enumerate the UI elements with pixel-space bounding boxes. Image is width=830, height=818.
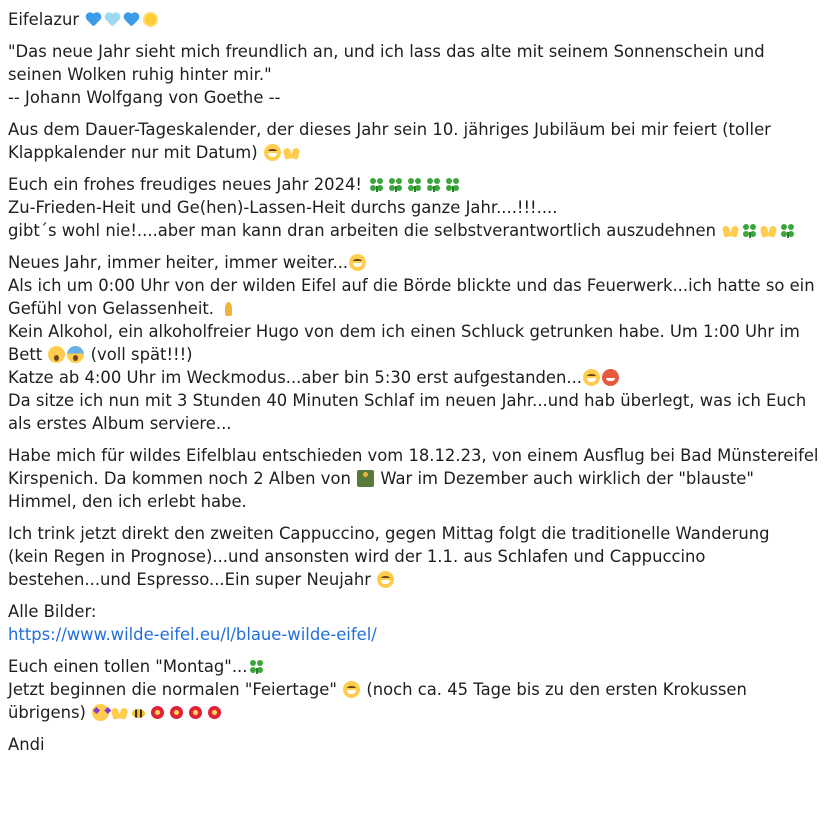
smiling-devil-icon bbox=[602, 369, 619, 386]
grinning-face-icon bbox=[264, 144, 281, 161]
text-line bbox=[8, 701, 820, 724]
four-leaf-clover-icon bbox=[248, 658, 265, 675]
text-line bbox=[8, 545, 820, 568]
text-segment: Alle Bilder: bbox=[8, 602, 97, 621]
text-segment: "Das neue Jahr sieht mich freundlich an, und ich lass das alte mit seinem Sonnenschein und bbox=[8, 42, 765, 61]
text-line bbox=[8, 467, 820, 490]
post-paragraph bbox=[8, 251, 820, 435]
text-line bbox=[8, 63, 820, 86]
four-leaf-clover-icon bbox=[741, 222, 758, 239]
post-paragraph bbox=[8, 600, 820, 646]
post-paragraph bbox=[8, 8, 820, 31]
text-segment: seinen Wolken ruhig hinter mir." bbox=[8, 65, 272, 84]
blue-heart-icon bbox=[85, 11, 102, 28]
flushed-face-icon bbox=[48, 346, 65, 363]
text-segment: -- Johann Wolfgang von Goethe -- bbox=[8, 88, 281, 107]
text-segment: Katze ab 4:00 Uhr im Weckmodus...aber bin 5:30 erst aufgestanden... bbox=[8, 368, 583, 387]
post-paragraph bbox=[8, 173, 820, 242]
text-line bbox=[8, 297, 820, 320]
text-segment: (noch ca. 45 Tage bis zu den ersten Krokussen bbox=[361, 680, 747, 699]
grinning-face-icon bbox=[583, 369, 600, 386]
text-line bbox=[8, 444, 820, 467]
text-segment: Eifelazur bbox=[8, 10, 85, 29]
text-line bbox=[8, 196, 820, 219]
text-line bbox=[8, 490, 820, 513]
hiker-icon bbox=[357, 470, 374, 487]
text-segment: Jetzt beginnen die normalen "Feiertage" bbox=[8, 680, 343, 699]
text-line bbox=[8, 219, 820, 242]
text-segment: (voll spät!!!) bbox=[85, 345, 193, 364]
text-segment: Andi bbox=[8, 735, 45, 754]
text-segment: (kein Regen in Prognose)...und ansonsten wird der 1.1. aus Schlafen und Cappuccino bbox=[8, 547, 706, 566]
star-struck-face-icon bbox=[92, 704, 109, 721]
text-line bbox=[8, 343, 820, 366]
text-segment: Ich trink jetzt direkt den zweiten Cappuccino, gegen Mittag folgt die traditionelle Wanderung bbox=[8, 524, 770, 543]
post-paragraph bbox=[8, 444, 820, 513]
post-paragraph bbox=[8, 40, 820, 109]
text-segment: Aus dem Dauer-Tageskalender, der dieses Jahr sein 10. jähriges Jubiläum bei mir feiert (toller bbox=[8, 120, 771, 139]
text-segment: als erstes Album serviere... bbox=[8, 414, 232, 433]
four-leaf-clover-icon bbox=[444, 176, 461, 193]
light-blue-heart-icon bbox=[104, 11, 121, 28]
text-line bbox=[8, 141, 820, 164]
text-segment: Neues Jahr, immer heiter, immer weiter... bbox=[8, 253, 349, 272]
hibiscus-icon bbox=[149, 704, 166, 721]
text-segment: Kirspenich. Da kommen noch 2 Alben von bbox=[8, 469, 357, 488]
text-segment: Habe mich für wildes Eifelblau entschieden vom 18.12.23, von einem Ausflug bei Bad Münstereifel bbox=[8, 446, 819, 465]
four-leaf-clover-icon bbox=[368, 176, 385, 193]
text-segment: Euch ein frohes freudiges neues Jahr 2024! bbox=[8, 175, 368, 194]
text-segment: Bett bbox=[8, 345, 48, 364]
album-link[interactable]: https://www.wilde-eifel.eu/l/blaue-wilde-eifel/ bbox=[8, 625, 377, 644]
screaming-face-icon bbox=[67, 346, 84, 363]
text-line bbox=[8, 274, 820, 297]
text-segment: Kein Alkohol, ein alkoholfreier Hugo von dem ich einen Schluck getrunken habe. Um 1:00 Uhr im bbox=[8, 322, 800, 341]
text-line bbox=[8, 40, 820, 63]
text-line bbox=[8, 86, 820, 109]
raising-hands-icon bbox=[760, 222, 777, 239]
hibiscus-icon bbox=[187, 704, 204, 721]
bee-icon bbox=[130, 704, 147, 721]
text-segment: Himmel, den ich erlebt habe. bbox=[8, 492, 247, 511]
hibiscus-icon bbox=[206, 704, 223, 721]
raising-hands-icon bbox=[283, 144, 300, 161]
text-segment: Zu-Frieden-Heit und Ge(hen)-Lassen-Heit durchs ganze Jahr....!!!.... bbox=[8, 198, 558, 217]
grinning-face-icon bbox=[343, 681, 360, 698]
four-leaf-clover-icon bbox=[425, 176, 442, 193]
grinning-face-icon bbox=[349, 254, 366, 271]
raising-hands-icon bbox=[722, 222, 739, 239]
text-segment: übrigens) bbox=[8, 703, 92, 722]
text-line bbox=[8, 173, 820, 196]
text-line bbox=[8, 733, 820, 756]
four-leaf-clover-icon bbox=[779, 222, 796, 239]
post-body bbox=[8, 8, 820, 765]
grinning-face-icon bbox=[377, 571, 394, 588]
text-line bbox=[8, 8, 820, 31]
post-paragraph bbox=[8, 118, 820, 164]
four-leaf-clover-icon bbox=[406, 176, 423, 193]
post-paragraph bbox=[8, 522, 820, 591]
hibiscus-icon bbox=[168, 704, 185, 721]
text-segment: Als ich um 0:00 Uhr von der wilden Eifel auf die Börde blickte und das Feuerwerk...ich hatte so ein bbox=[8, 276, 815, 295]
text-line bbox=[8, 366, 820, 389]
post-paragraph bbox=[8, 733, 820, 756]
text-segment: Da sitze ich nun mit 3 Stunden 40 Minuten Schlaf im neuen Jahr...und hab überlegt, was ich Euch bbox=[8, 391, 807, 410]
text-line bbox=[8, 320, 820, 343]
text-line bbox=[8, 678, 820, 701]
text-segment: Euch einen tollen "Montag"... bbox=[8, 657, 248, 676]
text-segment: bestehen...und Espresso...Ein super Neujahr bbox=[8, 570, 377, 589]
text-line bbox=[8, 623, 820, 646]
folded-hands-icon bbox=[220, 300, 237, 317]
text-line bbox=[8, 600, 820, 623]
text-segment: gibt´s wohl nie!....aber man kann dran arbeiten die selbstverantwortlich auszudehnen bbox=[8, 221, 722, 240]
text-line bbox=[8, 251, 820, 274]
text-segment: War im Dezember auch wirklich der "blauste" bbox=[375, 469, 754, 488]
text-segment: Klappkalender nur mit Datum) bbox=[8, 143, 263, 162]
text-line bbox=[8, 412, 820, 435]
four-leaf-clover-icon bbox=[387, 176, 404, 193]
text-line bbox=[8, 118, 820, 141]
text-line bbox=[8, 522, 820, 545]
blue-heart-icon bbox=[123, 11, 140, 28]
raising-hands-icon bbox=[111, 704, 128, 721]
text-line bbox=[8, 655, 820, 678]
text-line bbox=[8, 568, 820, 591]
text-line bbox=[8, 389, 820, 412]
text-segment: Gefühl von Gelassenheit. bbox=[8, 299, 220, 318]
post-paragraph bbox=[8, 655, 820, 724]
sun-with-face-icon bbox=[142, 11, 159, 28]
